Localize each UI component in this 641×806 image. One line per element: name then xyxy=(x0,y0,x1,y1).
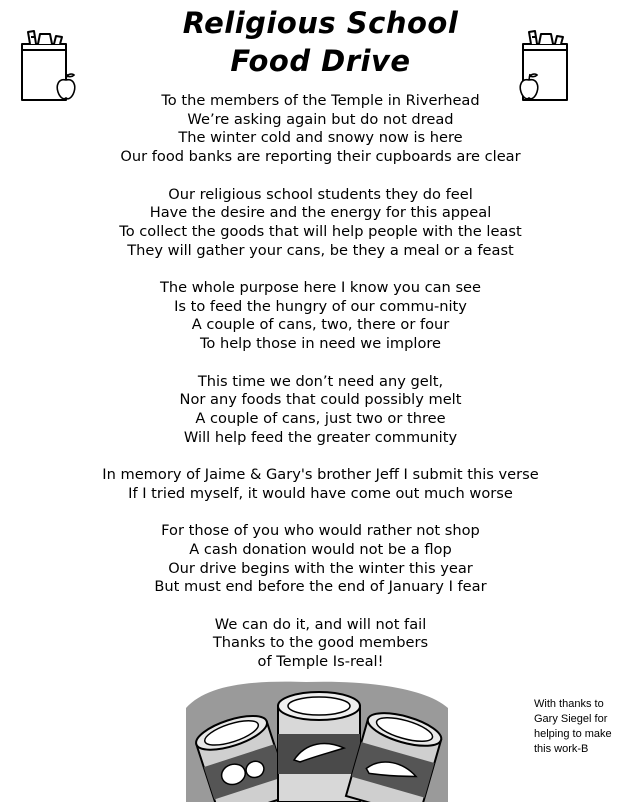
poem-line: Thanks to the good members xyxy=(212,634,429,652)
stanza xyxy=(0,186,641,261)
stanza xyxy=(0,279,641,354)
acknowledgement-line: helping to make xyxy=(534,728,612,740)
poem-line: The whole purpose here I know you can see xyxy=(159,279,482,296)
title-line-1: Religious School xyxy=(182,6,459,40)
poem-line: A couple of cans, two, there or four xyxy=(191,316,450,334)
poem-line: We’re asking again but do not dread xyxy=(187,110,454,128)
poem-line: To the members of the Temple in Riverhead xyxy=(161,92,480,109)
poem-line: In memory of Jaime & Gary's brother Jeff I submit this verse xyxy=(102,466,539,483)
stanza xyxy=(0,616,641,672)
poem-line: Is to feed the hungry of our commu-nity xyxy=(174,297,467,315)
poem-line: To help those in need we implore xyxy=(199,335,442,353)
acknowledgement-line: this work-B xyxy=(534,743,589,755)
poem-line: This time we don’t need any gelt, xyxy=(197,372,444,390)
poem-line: They will gather your cans, be they a meal or a feast xyxy=(127,241,514,259)
poem-line: Our religious school students they do feel xyxy=(168,185,473,203)
acknowledgement-note xyxy=(534,697,612,757)
stanza xyxy=(0,373,641,448)
poem-line: Our drive begins with the winter this year xyxy=(168,559,473,577)
title-line-2: Food Drive xyxy=(230,44,411,78)
stanza xyxy=(0,466,641,503)
poem-line: We can do it, and will not fail xyxy=(214,615,427,633)
poem-line: The winter cold and snowy now is here xyxy=(178,129,463,147)
poem-line: Will help feed the greater community xyxy=(183,428,458,446)
poem-line: Our food banks are reporting their cupboards are clear xyxy=(120,148,521,166)
poem-line: of Temple Is-real! xyxy=(257,653,384,670)
poem-line: Have the desire and the energy for this appeal xyxy=(149,204,492,222)
poem-line: To collect the goods that will help people with the least xyxy=(119,222,522,240)
food-cans-illustration xyxy=(186,678,448,806)
poem-line: Nor any foods that could possibly melt xyxy=(179,391,462,409)
acknowledgement-line: Gary Siegel for xyxy=(534,713,608,725)
stanza xyxy=(0,522,641,597)
poem-line: For those of you who would rather not shop xyxy=(161,522,480,540)
acknowledgement-line: With thanks to xyxy=(534,698,604,710)
poem-line: A cash donation would not be a flop xyxy=(189,540,452,558)
stanza xyxy=(0,92,641,167)
poem xyxy=(0,92,641,672)
poem-line: A couple of cans, just two or three xyxy=(195,409,446,427)
poem-line: But must end before the end of January I fear xyxy=(154,578,487,596)
poem-line: If I tried myself, it would have come out much worse xyxy=(128,484,513,502)
